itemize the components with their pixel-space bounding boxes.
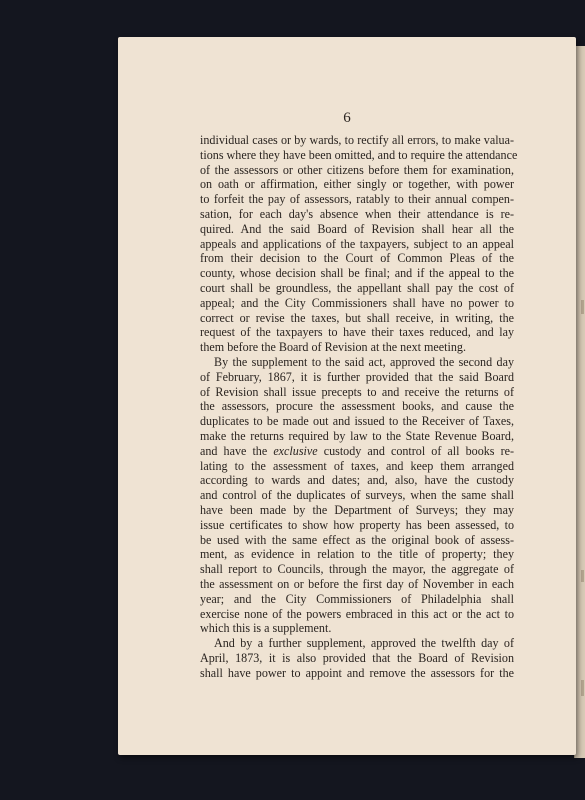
- text-line: court shall be groundless, the appellant shall pay the cost of: [200, 280, 514, 295]
- text-line: of Revision shall issue precepts to and receive the returns of: [200, 384, 514, 399]
- text-line: correct or revise the taxes, but shall receive, in writing, the: [200, 310, 514, 325]
- text-line: And by a further supplement, approved the twelfth day of: [214, 636, 514, 651]
- text-line: of February, 1867, it is further provided that the said Board: [200, 369, 514, 384]
- text-line: according to wards and dates; and, also, have the custody: [200, 473, 514, 488]
- edge-tab: [581, 570, 584, 582]
- body-text: [200, 133, 518, 680]
- edge-tab: [581, 300, 584, 314]
- text-line: individual cases or by wards, to rectify all errors, to make valua-: [200, 133, 514, 147]
- edge-tab: [581, 680, 584, 696]
- text-line: the assessment on or before the first day of November in each: [200, 576, 514, 591]
- text-line: of the assessors or other citizens before them for examination,: [200, 162, 514, 177]
- text-line: By the supplement to the said act, approved the second day: [214, 354, 514, 369]
- text-line: shall have power to appoint and remove the assessors for the: [200, 665, 514, 680]
- text-line: April, 1873, it is also provided that the Board of Revision: [200, 650, 514, 665]
- text-line: ment, as evidence in relation to the title of property; they: [200, 547, 514, 562]
- text-line: have been made by the Department of Surveys; they may: [200, 502, 514, 517]
- text-line: tions where they have been omitted, and to require the attendance: [200, 147, 518, 162]
- text-line: county, whose decision shall be final; and if the appeal to the: [200, 266, 514, 281]
- text-line: quired. And the said Board of Revision shall hear all the: [200, 221, 514, 236]
- text-line: duplicates to be made out and issued to the Receiver of Taxes,: [200, 414, 514, 429]
- text-line: from their decision to the Court of Common Pleas of the: [200, 251, 514, 266]
- book-page: [118, 37, 576, 755]
- text-line: sation, for each day's absence when their attendance is re-: [200, 206, 514, 221]
- text-line: issue certificates to show how property has been assessed, to: [200, 517, 514, 532]
- text-line: which this is a supplement.: [200, 621, 332, 636]
- text-line: exercise none of the powers embraced in this act or the act to: [200, 606, 514, 621]
- text-line: to forfeit the pay of assessors, ratably to their annual compen-: [200, 192, 514, 207]
- text-line: on oath or affirmation, either singly or together, with power: [200, 177, 514, 192]
- text-line: make the returns required by law to the State Revenue Board,: [200, 428, 514, 443]
- text-line: and control of the duplicates of surveys, when the same shall: [200, 488, 514, 503]
- page-number: 6: [343, 110, 351, 126]
- text-line: appeal; and the City Commissioners shall have no power to: [200, 295, 514, 310]
- text-line: lating to the assessment of taxes, and keep them arranged: [200, 458, 514, 473]
- italic-word: exclusive: [273, 443, 318, 458]
- text-line: be used with the same effect as the original book of assess-: [200, 532, 514, 547]
- text-line: year; and the City Commissioners of Philadelphia shall: [200, 591, 514, 606]
- text-line: them before the Board of Revision at the next meeting.: [200, 340, 466, 355]
- text-line: appeals and applications of the taxpayers, subject to an appeal: [200, 236, 514, 251]
- text-line: shall report to Councils, through the mayor, the aggregate of: [200, 562, 514, 577]
- text-line: and have the exclusive custody and control of all books re-: [200, 443, 515, 458]
- text-line: request of the taxpayers to have their taxes reduced, and lay: [200, 325, 514, 340]
- text-line: the assessors, procure the assessment books, and cause the: [200, 399, 514, 414]
